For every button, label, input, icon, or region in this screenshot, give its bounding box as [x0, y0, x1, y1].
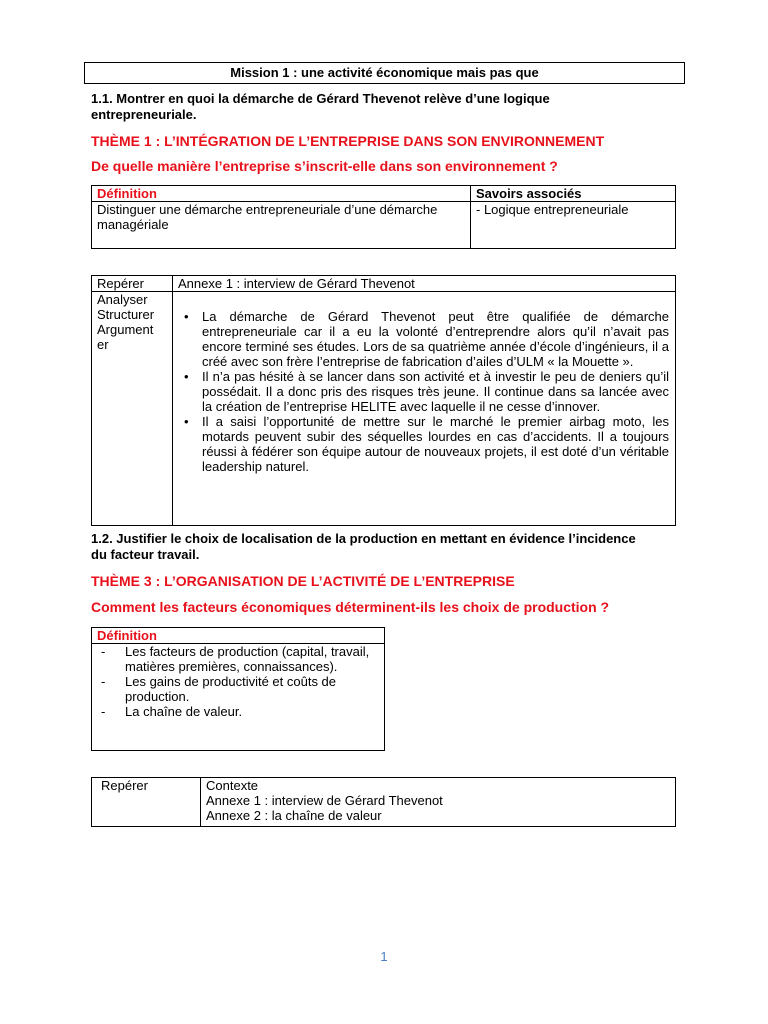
definition-list [99, 644, 379, 719]
page-number: 1 [380, 949, 388, 964]
theme-1-title: THÈME 1 : L’INTÉGRATION DE L’ENTREPRISE DANS SON ENVIRONNEMENT [91, 133, 605, 149]
mission-title: Mission 1 : une activité économique mais pas que [84, 62, 685, 84]
table4-reperer: Repérer [92, 778, 201, 827]
table-definition-production [91, 627, 385, 751]
table2-annexe: Annexe 1 : interview de Gérard Thevenot [173, 276, 676, 292]
table2-reperer: Repérer [92, 276, 173, 292]
table3-content [92, 644, 385, 751]
table-definition-savoirs [91, 185, 676, 249]
table1-definition-cell: Distinguer une démarche entrepreneuriale d’une démarche managériale [92, 202, 471, 249]
list-item: • La démarche de Gérard Thevenot peut être qualifiée de démarche entrepreneuriale car il a eu la volonté d’entreprendre alors qu’il n’avait pas encore terminé ses études. Lors de sa quatrième année d’école d’ingénieurs, il a créé avec son frère l’entreprise de fabrication d’ailes d’ULM « la Mouette ». [202, 309, 669, 369]
table1-header-savoirs: Savoirs associés [471, 186, 676, 202]
skill-argumenter-part2: er [97, 337, 109, 352]
table2-content [173, 292, 676, 526]
list-item: - Les facteurs de production (capital, travail, matières premières, connaissances). [125, 644, 379, 674]
theme-1-question: De quelle manière l’entreprise s’inscrit-elle dans son environnement ? [91, 158, 558, 174]
table1-header-definition: Définition [92, 186, 471, 202]
list-item: • Il n’a pas hésité à se lancer dans son activité et à investir le peu de deniers qu’il possédait. Il a donc pris des risques très jeune. Il continue dans sa lancée avec la création de l’entreprise HELITE avec laquelle il ne cesse d’innover. [202, 369, 669, 414]
theme-3-title: THÈME 3 : L’ORGANISATION DE L’ACTIVITÉ DE L’ENTREPRISE [91, 573, 515, 589]
table-reperer-analyser [91, 275, 676, 526]
list-item: - Les gains de productivité et coûts de production. [125, 674, 379, 704]
table-reperer-contexte [91, 777, 676, 827]
question-1-1: 1.1. Montrer en quoi la démarche de Gérard Thevenot relève d’une logique entrepreneuriale. [91, 91, 550, 122]
table4-line: Annexe 1 : interview de Gérard Thevenot [206, 793, 443, 808]
skill-argumenter-part1: Argument [97, 322, 154, 337]
table4-line: Annexe 2 : la chaîne de valeur [206, 808, 382, 823]
bullet-list [178, 309, 669, 474]
question-1-2: 1.2. Justifier le choix de localisation de la production en mettant en évidence l’incidence du facteur travail. [91, 531, 636, 562]
theme-3-question: Comment les facteurs économiques déterminent-ils les choix de production ? [91, 599, 610, 615]
list-item: • Il a saisi l’opportunité de mettre sur le marché le premier airbag moto, les motards peuvent subir des séquelles lourdes en cas d’accidents. Il a toujours réussi à fédérer son équipe autour de nouveaux projets, il est doté d’un véritable leadership naturel. [202, 414, 669, 474]
table1-savoirs-cell: - Logique entrepreneuriale [471, 202, 676, 249]
skill-structurer: Structurer [97, 307, 155, 322]
table2-skills [92, 292, 173, 526]
table4-content [201, 778, 676, 827]
list-item: - La chaîne de valeur. [125, 704, 379, 719]
skill-analyser: Analyser [97, 292, 148, 307]
table4-line: Contexte [206, 778, 259, 793]
table3-header-definition: Définition [92, 628, 385, 644]
